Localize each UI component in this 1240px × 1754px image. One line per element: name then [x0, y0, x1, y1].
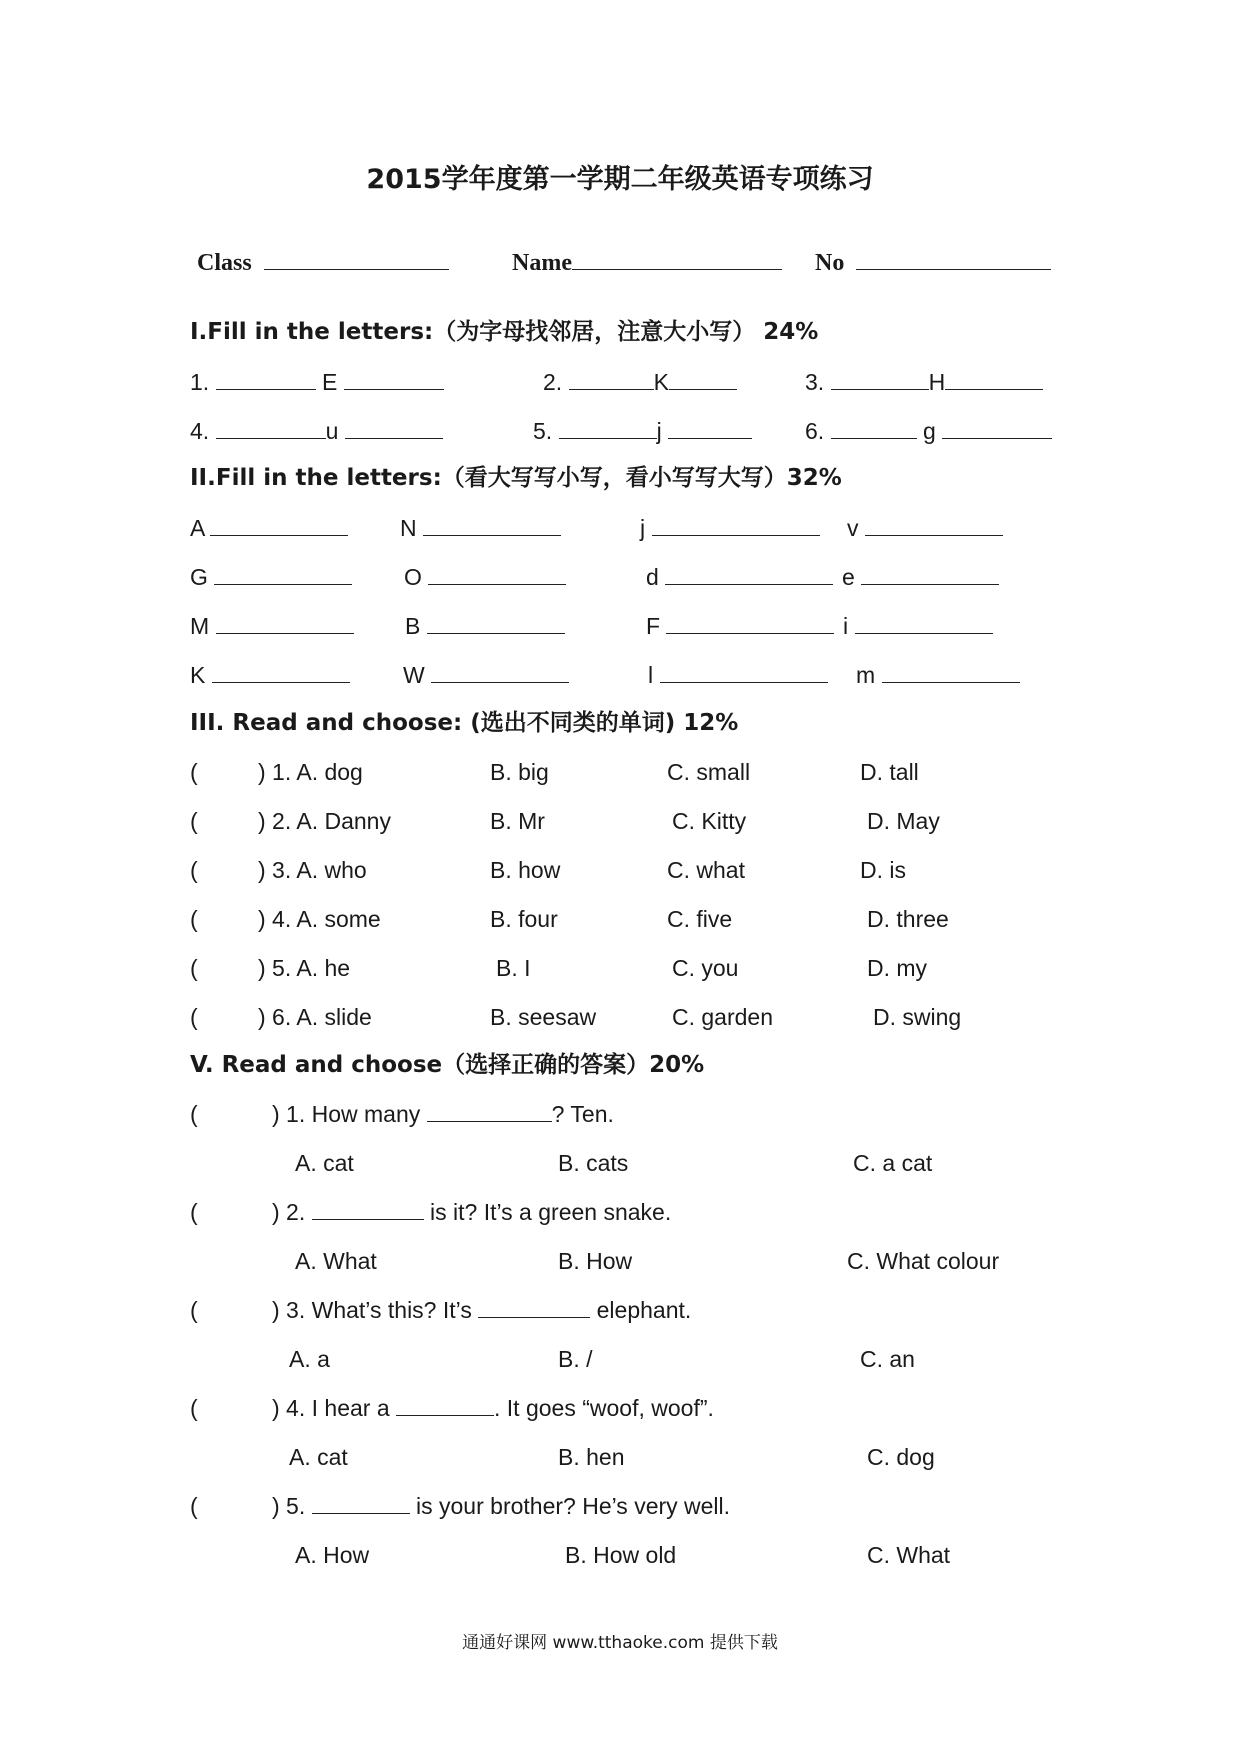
s3-q5-d: D. my — [867, 955, 928, 981]
s1-item-5 — [533, 416, 752, 446]
letter: m — [856, 662, 876, 688]
letter: l — [648, 662, 654, 688]
s5-paren: ( — [190, 1493, 198, 1519]
letter: A — [190, 515, 205, 541]
s5-q1 — [272, 1099, 614, 1129]
section-1-heading: I.Fill in the letters:（为字母找邻居，注意大小写） 24% — [190, 319, 819, 345]
s3-q4-d: D. three — [867, 906, 949, 932]
footer-text: 通通好课网 www.tthaoke.com 提供下载 — [462, 1633, 778, 1653]
s1-item-1 — [190, 367, 444, 397]
s2-r1-c4 — [847, 513, 1003, 543]
s3-q6-c: C. garden — [672, 1004, 774, 1030]
s2-r3-c2 — [405, 611, 565, 641]
s3-q6-a: ) 6. A. slide — [258, 1004, 372, 1030]
s5-q5-b: B. How old — [565, 1542, 677, 1568]
s5-q5 — [272, 1491, 730, 1521]
letter: H — [928, 369, 946, 395]
s5-q2 — [272, 1197, 671, 1227]
letter: E — [321, 369, 338, 395]
s2-r2-c2 — [404, 562, 566, 592]
letter: d — [646, 564, 659, 590]
s2-r3-c4 — [843, 611, 993, 641]
s2-r2-c1 — [190, 562, 352, 592]
s1-item-4 — [190, 416, 443, 446]
no-blank[interactable] — [856, 247, 1051, 270]
answer-blank[interactable] — [345, 416, 443, 439]
answer-blank[interactable] — [396, 1393, 494, 1416]
item-number: 2. — [543, 369, 563, 395]
s3-q1-b: B. big — [490, 759, 549, 785]
s5-q2-c: C. What colour — [847, 1248, 1000, 1274]
s3-q3-d: D. is — [860, 857, 906, 883]
s2-r3-c3 — [646, 611, 834, 641]
answer-blank[interactable] — [668, 416, 752, 439]
letter: j — [640, 515, 646, 541]
s5-paren: ( — [190, 1395, 198, 1421]
letter: M — [190, 613, 210, 639]
letter: G — [190, 564, 208, 590]
s3-q1-c: C. small — [667, 759, 751, 785]
no-label: No — [815, 250, 845, 276]
s5-q4-b: B. hen — [558, 1444, 625, 1470]
s2-r2-c4 — [842, 562, 999, 592]
letter: v — [847, 515, 859, 541]
section-3-heading: III. Read and choose: (选出不同类的单词) 12% — [190, 710, 739, 736]
question-text: ) 4. I hear a — [272, 1395, 397, 1421]
answer-blank[interactable] — [312, 1197, 424, 1220]
s3-q2-d: D. May — [867, 808, 940, 834]
s3-paren: ( — [190, 906, 198, 932]
answer-blank[interactable] — [214, 562, 352, 585]
s1-item-6 — [805, 416, 1052, 446]
question-text: ) 1. How many — [272, 1101, 427, 1127]
answer-blank[interactable] — [882, 660, 1020, 683]
s5-q3 — [272, 1295, 691, 1325]
answer-blank[interactable] — [428, 562, 566, 585]
answer-blank[interactable] — [216, 611, 354, 634]
question-text: ) 5. — [272, 1493, 312, 1519]
s2-r4-c1 — [190, 660, 350, 690]
answer-blank[interactable] — [427, 1099, 552, 1122]
section-2-heading: II.Fill in the letters:（看大写写小写，看小写写大写）32% — [190, 465, 842, 491]
s3-paren: ( — [190, 1004, 198, 1030]
name-blank[interactable] — [572, 247, 782, 270]
s3-q6-b: B. seesaw — [490, 1004, 597, 1030]
s5-q2-a: A. What — [295, 1248, 377, 1274]
s5-q1-c: C. a cat — [853, 1150, 933, 1176]
answer-blank[interactable] — [569, 367, 654, 390]
s5-q4-a: A. cat — [289, 1444, 348, 1470]
s1-item-3 — [805, 367, 1043, 397]
s5-q5-c: C. What — [867, 1542, 951, 1568]
s3-q4-b: B. four — [490, 906, 558, 932]
s5-q1-a: A. cat — [295, 1150, 354, 1176]
s3-q1-d: D. tall — [860, 759, 919, 785]
answer-blank[interactable] — [210, 513, 348, 536]
class-blank[interactable] — [264, 247, 449, 270]
s5-paren: ( — [190, 1297, 198, 1323]
s3-q2-a: ) 2. A. Danny — [258, 808, 391, 834]
s2-r2-c3 — [646, 562, 833, 592]
s2-row-1 — [190, 513, 348, 543]
letter: F — [646, 613, 661, 639]
answer-blank[interactable] — [666, 611, 834, 634]
item-number: 4. — [190, 418, 210, 444]
letter: B — [405, 613, 421, 639]
answer-blank[interactable] — [665, 562, 833, 585]
letter: u — [325, 418, 339, 444]
question-text: ) 2. — [272, 1199, 312, 1225]
s3-q5-c: C. you — [672, 955, 739, 981]
s3-q2-b: B. Mr — [490, 808, 545, 834]
answer-blank[interactable] — [431, 660, 569, 683]
letter: j — [656, 418, 662, 444]
answer-blank[interactable] — [831, 367, 929, 390]
s2-r1-c3 — [640, 513, 820, 543]
s1-item-2 — [543, 367, 737, 397]
answer-blank[interactable] — [945, 367, 1043, 390]
letter: K — [653, 369, 669, 395]
answer-blank[interactable] — [861, 562, 999, 585]
letter: K — [190, 662, 206, 688]
s5-q1-b: B. cats — [558, 1150, 629, 1176]
answer-blank[interactable] — [865, 513, 1003, 536]
s5-q3-c: C. an — [860, 1346, 915, 1372]
s3-q4-a: ) 4. A. some — [258, 906, 381, 932]
answer-blank[interactable] — [855, 611, 993, 634]
s3-q4-c: C. five — [667, 906, 733, 932]
s5-paren: ( — [190, 1101, 198, 1127]
s2-r1-c2 — [400, 513, 561, 543]
answer-blank[interactable] — [669, 367, 737, 390]
class-label: Class — [197, 250, 252, 276]
s5-paren: ( — [190, 1199, 198, 1225]
s2-r4-c3 — [648, 660, 828, 690]
s2-r4-c2 — [403, 660, 569, 690]
answer-blank[interactable] — [478, 1295, 590, 1318]
s3-q1-a: ) 1. A. dog — [258, 759, 363, 785]
answer-blank[interactable] — [216, 367, 316, 390]
letter: e — [842, 564, 855, 590]
s3-q3-c: C. what — [667, 857, 745, 883]
item-number: 1. — [190, 369, 210, 395]
section-5-heading: V. Read and choose（选择正确的答案）20% — [190, 1052, 705, 1078]
letter: W — [403, 662, 425, 688]
s5-q4 — [272, 1393, 714, 1423]
name-label: Name — [512, 250, 572, 276]
s2-r4-c4 — [856, 660, 1020, 690]
answer-blank[interactable] — [942, 416, 1052, 439]
answer-blank[interactable] — [344, 367, 444, 390]
question-text: . It goes “woof, woof”. — [494, 1395, 714, 1421]
item-number: 6. — [805, 418, 825, 444]
s3-q6-d: D. swing — [873, 1004, 962, 1030]
s3-paren: ( — [190, 857, 198, 883]
name-field — [512, 247, 782, 278]
item-number: 3. — [805, 369, 825, 395]
s5-q3-b: B. / — [558, 1346, 593, 1372]
s5-q5-a: A. How — [295, 1542, 370, 1568]
s3-paren: ( — [190, 759, 198, 785]
s5-q4-c: C. dog — [867, 1444, 935, 1470]
answer-blank[interactable] — [660, 660, 828, 683]
s3-q5-a: ) 5. A. he — [258, 955, 351, 981]
s3-q5-b: B. I — [496, 955, 531, 981]
letter: i — [843, 613, 849, 639]
s3-q3-a: ) 3. A. who — [258, 857, 367, 883]
class-field — [197, 247, 449, 278]
answer-blank[interactable] — [312, 1491, 410, 1514]
s3-q2-c: C. Kitty — [672, 808, 747, 834]
no-field — [815, 247, 1051, 278]
answer-blank[interactable] — [216, 416, 326, 439]
s5-q3-a: A. a — [289, 1346, 330, 1372]
s3-q3-b: B. how — [490, 857, 561, 883]
s2-r3-c1 — [190, 611, 354, 641]
s5-q2-b: B. How — [558, 1248, 633, 1274]
s3-paren: ( — [190, 808, 198, 834]
letter: O — [404, 564, 422, 590]
answer-blank[interactable] — [652, 513, 820, 536]
question-text: elephant. — [590, 1297, 692, 1323]
question-text: ) 3. What’s this? It’s — [272, 1297, 479, 1323]
letter: g — [922, 418, 936, 444]
page-title: 2015学年度第一学期二年级英语专项练习 — [366, 164, 874, 195]
answer-blank[interactable] — [212, 660, 350, 683]
question-text: is your brother? He’s very well. — [409, 1493, 731, 1519]
s3-paren: ( — [190, 955, 198, 981]
answer-blank[interactable] — [427, 611, 565, 634]
answer-blank[interactable] — [831, 416, 917, 439]
letter: N — [400, 515, 417, 541]
question-text: ? Ten. — [551, 1101, 614, 1127]
answer-blank[interactable] — [423, 513, 561, 536]
item-number: 5. — [533, 418, 553, 444]
question-text: is it? It’s a green snake. — [423, 1199, 672, 1225]
answer-blank[interactable] — [559, 416, 657, 439]
